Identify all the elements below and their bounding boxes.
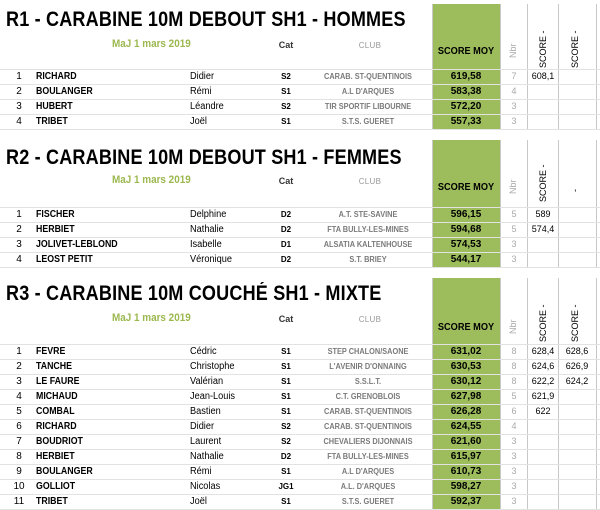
score-moy: 594,68 xyxy=(450,224,482,235)
rank: 11 xyxy=(13,496,25,507)
nbr: 4 xyxy=(511,86,517,96)
category: S1 xyxy=(281,407,291,416)
header-club: CLUB xyxy=(358,41,382,50)
club: FTA BULLY-LES-MINES xyxy=(327,225,409,234)
last-name: BOULANGER xyxy=(36,466,93,477)
header-score-b: - xyxy=(570,189,580,192)
club: FTA BULLY-LES-MINES xyxy=(327,452,409,461)
table-row xyxy=(0,69,600,84)
last-name: HERBIET xyxy=(36,451,75,462)
header-score-b: SCORE - xyxy=(570,30,580,68)
club: S.S.L.T. xyxy=(354,377,382,386)
first-name: Christophe xyxy=(190,361,235,372)
category: S1 xyxy=(281,467,291,476)
nbr: 5 xyxy=(511,209,517,219)
score-moy: 574,53 xyxy=(450,239,482,250)
category: S1 xyxy=(281,377,291,386)
table-row xyxy=(0,114,600,129)
category: S1 xyxy=(281,497,291,506)
header-club: CLUB xyxy=(358,177,382,186)
club: ALSATIA KALTENHOUSE xyxy=(323,240,413,249)
nbr: 3 xyxy=(511,239,517,249)
nbr: 3 xyxy=(511,481,517,491)
score-1: 628,4 xyxy=(531,346,555,356)
first-name: Delphine xyxy=(190,209,227,220)
nbr: 3 xyxy=(511,101,517,111)
first-name: Rémi xyxy=(190,86,212,97)
table-row xyxy=(0,207,600,222)
score-1: 622,2 xyxy=(531,376,555,386)
last-name: COMBAL xyxy=(36,406,75,417)
first-name: Joël xyxy=(190,116,207,127)
score-moy: 544,17 xyxy=(450,254,482,265)
category: D2 xyxy=(280,210,292,219)
rank: 9 xyxy=(16,466,22,477)
score-moy: 626,28 xyxy=(450,406,482,417)
nbr: 4 xyxy=(511,421,517,431)
nbr: 8 xyxy=(511,376,517,386)
header-nbr: Nbr xyxy=(508,179,518,194)
header-score-moy: SCORE MOY xyxy=(437,46,495,57)
header-cat: Cat xyxy=(278,176,294,186)
nbr: 3 xyxy=(511,436,517,446)
first-name: Nicolas xyxy=(190,481,221,492)
rank: 4 xyxy=(16,391,22,402)
category: S1 xyxy=(281,117,291,126)
first-name: Nathalie xyxy=(190,451,224,462)
club: STEP CHALON/SAONE xyxy=(327,347,409,356)
header-nbr: Nbr xyxy=(508,43,518,58)
rank: 1 xyxy=(16,209,22,220)
club: C.T. GRENOBLOIS xyxy=(335,392,401,401)
score-moy: 619,58 xyxy=(450,71,482,82)
score-moy: 615,97 xyxy=(450,451,482,462)
rank: 3 xyxy=(16,376,22,387)
nbr: 8 xyxy=(511,361,517,371)
table-row xyxy=(0,359,600,374)
nbr: 3 xyxy=(511,466,517,476)
last-name: TRIBET xyxy=(36,116,68,127)
nbr: 3 xyxy=(511,496,517,506)
nbr: 5 xyxy=(511,391,517,401)
table-row xyxy=(0,404,600,419)
club: CARAB. ST-QUENTINOIS xyxy=(324,407,412,416)
category: D2 xyxy=(280,452,292,461)
score-moy: 557,33 xyxy=(450,116,482,127)
first-name: Véronique xyxy=(190,254,232,265)
score-1: 621,9 xyxy=(531,391,555,401)
club: A.L D'ARQUES xyxy=(341,87,395,96)
table-row xyxy=(0,252,600,267)
score-1: 589 xyxy=(535,209,551,219)
first-name: Rémi xyxy=(190,466,212,477)
category: S2 xyxy=(281,437,291,446)
last-name: GOLLIOT xyxy=(36,481,76,492)
header-club: CLUB xyxy=(358,315,382,324)
first-name: Nathalie xyxy=(190,224,224,235)
category: JG1 xyxy=(278,482,294,491)
section-title: R2 - CARABINE 10M DEBOUT SH1 - FEMMES xyxy=(6,146,402,169)
last-name: TANCHE xyxy=(36,361,73,372)
club: CARAB. ST-QUENTINOIS xyxy=(324,422,412,431)
first-name: Isabelle xyxy=(190,239,222,250)
header-score-moy: SCORE MOY xyxy=(437,182,495,193)
category: S1 xyxy=(281,87,291,96)
header-score-a: SCORE - xyxy=(538,164,548,202)
nbr: 5 xyxy=(511,224,517,234)
header-cat: Cat xyxy=(278,314,294,324)
first-name: Cédric xyxy=(190,346,217,357)
nbr: 7 xyxy=(511,71,517,81)
category: S2 xyxy=(281,72,291,81)
first-name: Didier xyxy=(190,421,215,432)
score-1: 622 xyxy=(535,406,551,416)
club: CHEVALIERS DIJONNAIS xyxy=(323,437,413,446)
header-score-b: SCORE - xyxy=(570,304,580,342)
club: CARAB. ST-QUENTINOIS xyxy=(324,72,412,81)
rank: 1 xyxy=(16,71,22,82)
category: S1 xyxy=(281,392,291,401)
score-moy: 631,02 xyxy=(450,346,482,357)
update-date: MaJ 1 mars 2019 xyxy=(112,174,191,186)
table-row xyxy=(0,344,600,359)
last-name: BOULANGER xyxy=(36,86,93,97)
table-row xyxy=(0,237,600,252)
last-name: LEOST PETIT xyxy=(36,254,93,265)
nbr: 8 xyxy=(511,346,517,356)
club: A.T. STE-SAVINE xyxy=(338,210,398,219)
category: D2 xyxy=(280,255,292,264)
score-moy: 592,37 xyxy=(450,496,482,507)
last-name: JOLIVET-LEBLOND xyxy=(36,239,118,250)
last-name: MICHAUD xyxy=(36,391,78,402)
first-name: Joël xyxy=(190,496,207,507)
last-name: HUBERT xyxy=(36,101,73,112)
score-1: 624,6 xyxy=(531,361,555,371)
section-title: R1 - CARABINE 10M DEBOUT SH1 - HOMMES xyxy=(6,8,406,31)
rank: 10 xyxy=(13,481,25,492)
table-row xyxy=(0,434,600,449)
score-moy: 624,55 xyxy=(450,421,482,432)
table-row xyxy=(0,449,600,464)
nbr: 6 xyxy=(511,406,517,416)
nbr: 3 xyxy=(511,451,517,461)
score-moy: 583,38 xyxy=(450,86,482,97)
score-1: 574,4 xyxy=(531,224,555,234)
table-row xyxy=(0,464,600,479)
club: S.T.S. GUERET xyxy=(341,117,395,126)
nbr: 3 xyxy=(511,116,517,126)
score-2: 626,9 xyxy=(565,361,589,371)
rank: 2 xyxy=(16,361,22,372)
rank: 6 xyxy=(16,421,22,432)
last-name: RICHARD xyxy=(36,71,77,82)
header-score-a: SCORE - xyxy=(538,304,548,342)
last-name: FISCHER xyxy=(36,209,75,220)
category: S2 xyxy=(281,102,291,111)
score-moy: 627,98 xyxy=(450,391,482,402)
rank: 4 xyxy=(16,254,22,265)
table-row xyxy=(0,222,600,237)
header-score-moy: SCORE MOY xyxy=(437,322,495,333)
header-nbr: Nbr xyxy=(508,319,518,334)
category: S1 xyxy=(281,347,291,356)
table-row xyxy=(0,84,600,99)
score-moy: 621,60 xyxy=(450,436,482,447)
header-cat: Cat xyxy=(278,40,294,50)
score-2: 624,2 xyxy=(565,376,589,386)
nbr: 3 xyxy=(511,254,517,264)
club: S.T. BRIEY xyxy=(349,255,387,264)
table-row xyxy=(0,494,600,509)
club: TIR SPORTIF LIBOURNE xyxy=(324,102,412,111)
header-score-a: SCORE - xyxy=(538,30,548,68)
rank: 3 xyxy=(16,101,22,112)
first-name: Jean-Louis xyxy=(190,391,236,402)
rank: 4 xyxy=(16,116,22,127)
update-date: MaJ 1 mars 2019 xyxy=(112,38,191,50)
club: A.L D'ARQUES xyxy=(341,467,395,476)
section-r1 xyxy=(0,0,600,130)
rank: 5 xyxy=(16,406,22,417)
table-row xyxy=(0,99,600,114)
score-moy: 610,73 xyxy=(450,466,482,477)
table-row xyxy=(0,479,600,494)
section-r3 xyxy=(0,278,600,509)
rank: 8 xyxy=(16,451,22,462)
last-name: RICHARD xyxy=(36,421,77,432)
last-name: LE FAURE xyxy=(36,376,80,387)
last-name: TRIBET xyxy=(36,496,68,507)
category: D2 xyxy=(280,225,292,234)
score-moy: 630,12 xyxy=(450,376,482,387)
score-moy: 598,27 xyxy=(450,481,482,492)
first-name: Didier xyxy=(190,71,215,82)
rank: 1 xyxy=(16,346,22,357)
rank: 7 xyxy=(16,436,22,447)
category: S2 xyxy=(281,422,291,431)
section-r2 xyxy=(0,140,600,268)
club: L'AVENIR D'ONNAING xyxy=(329,362,407,371)
score-moy: 572,20 xyxy=(450,101,482,112)
last-name: BOUDRIOT xyxy=(36,436,83,447)
first-name: Bastien xyxy=(190,406,221,417)
first-name: Laurent xyxy=(190,436,222,447)
table-row xyxy=(0,374,600,389)
category: D1 xyxy=(280,240,292,249)
update-date: MaJ 1 mars 2019 xyxy=(112,312,191,324)
score-moy: 630,53 xyxy=(450,361,482,372)
score-2: 628,6 xyxy=(565,346,589,356)
section-title: R3 - CARABINE 10M COUCHÉ SH1 - MIXTE xyxy=(6,282,382,305)
score-moy: 596,15 xyxy=(450,209,482,220)
last-name: HERBIET xyxy=(36,224,75,235)
club: A.L. D'ARQUES xyxy=(340,482,396,491)
first-name: Léandre xyxy=(190,101,224,112)
first-name: Valérian xyxy=(190,376,224,387)
last-name: FEVRE xyxy=(36,346,66,357)
rank: 2 xyxy=(16,86,22,97)
club: S.T.S. GUERET xyxy=(341,497,395,506)
table-row xyxy=(0,419,600,434)
table-row xyxy=(0,389,600,404)
rank: 2 xyxy=(16,224,22,235)
category: S1 xyxy=(281,362,291,371)
rank: 3 xyxy=(16,239,22,250)
score-1: 608,1 xyxy=(531,71,555,81)
